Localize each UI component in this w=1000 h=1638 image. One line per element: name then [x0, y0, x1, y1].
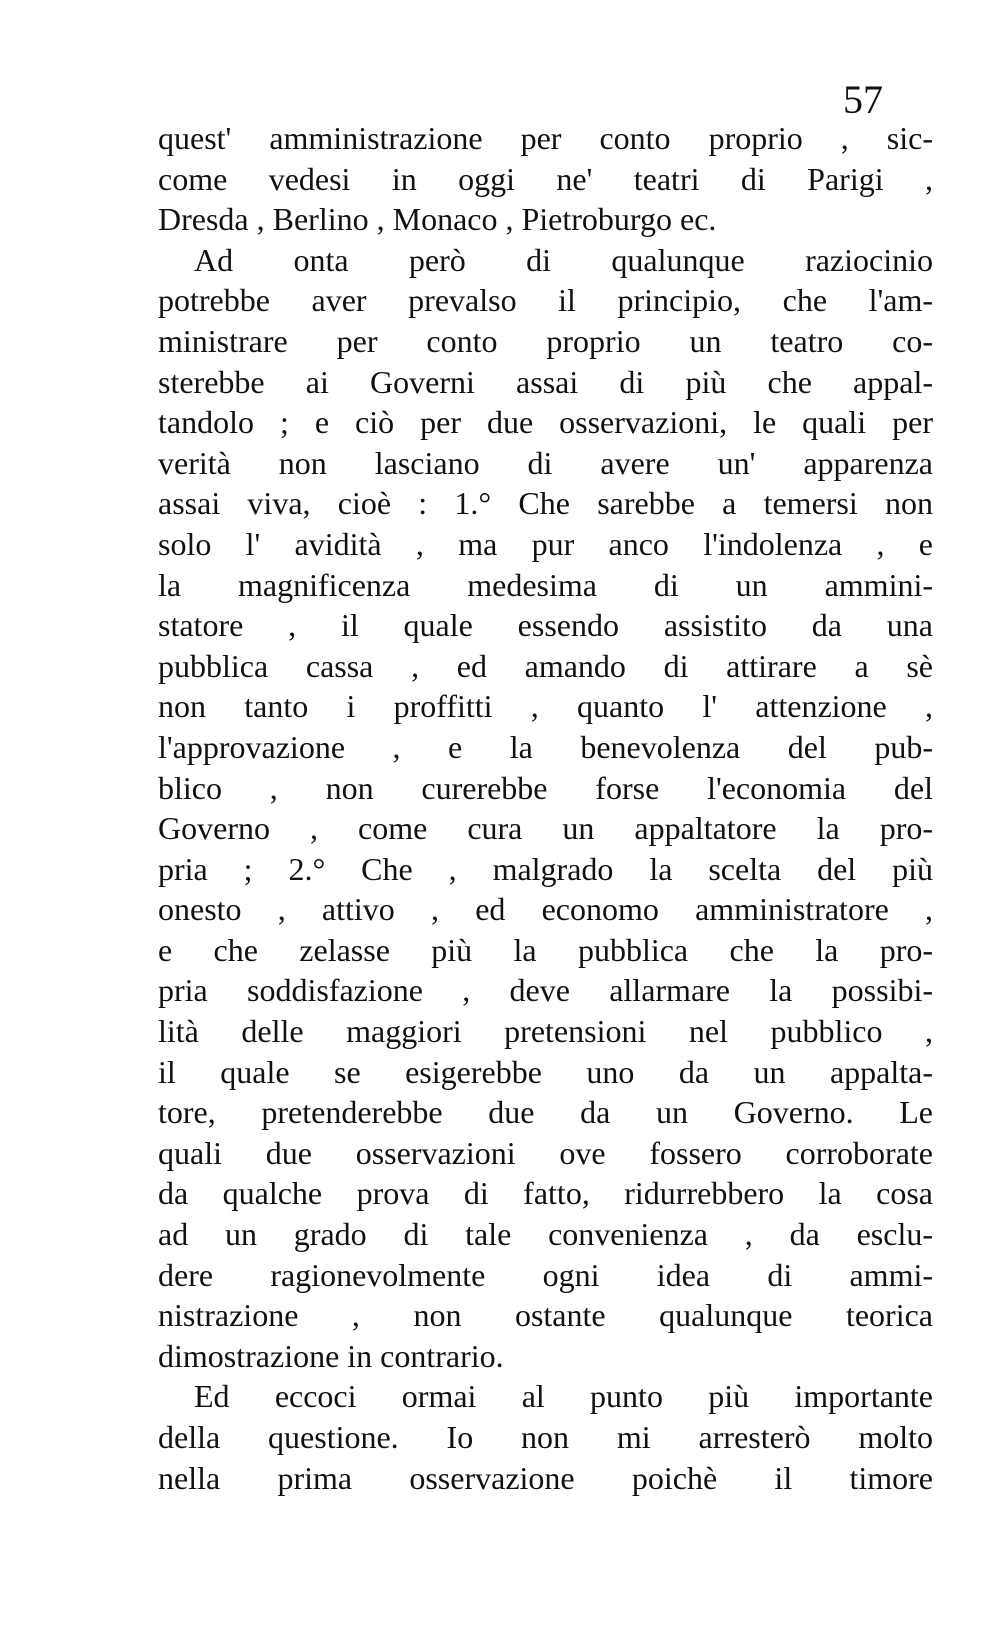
text-line: Ed eccoci ormai al punto più importante	[194, 1378, 933, 1415]
text-line: sterebbe ai Governi assai di più che appal-	[158, 363, 933, 400]
page-number: 57	[843, 77, 883, 122]
text-line: assai viva, cioè : 1.° Che sarebbe a temersi non	[158, 485, 933, 522]
text-line: l'approvazione , e la benevolenza del pub-	[158, 728, 933, 765]
text-line: blico , non curerebbe forse l'economia del	[158, 769, 933, 806]
body-text	[158, 118, 933, 1498]
text-line: solo l' avidità , ma pur anco l'indolenza , e	[158, 525, 933, 562]
text-line: nistrazione , non ostante qualunque teorica	[158, 1297, 933, 1334]
text-line: nella prima osservazione poichè il timore	[158, 1459, 933, 1496]
text-line: pubblica cassa , ed amando di attirare a sè	[158, 647, 933, 684]
text-line: quali due osservazioni ove fossero corroborate	[158, 1134, 933, 1171]
text-line: tandolo ; e ciò per due osservazioni, le quali per	[158, 404, 933, 441]
text-line: tore, pretenderebbe due da un Governo. Le	[158, 1094, 933, 1131]
text-line: e che zelasse più la pubblica che la pro-	[158, 931, 933, 968]
text-line: della questione. Io non mi arresterò molto	[158, 1419, 933, 1455]
text-line: potrebbe aver prevalso il principio, che l'am-	[158, 282, 933, 319]
text-line: dimostrazione in contrario.	[158, 1337, 504, 1374]
text-line: verità non lasciano di avere un' apparenza	[158, 444, 933, 481]
text-line: la magnificenza medesima di un ammini-	[158, 566, 933, 603]
text-line: dere ragionevolmente ogni idea di ammi-	[158, 1256, 933, 1293]
text-line: quest' amministrazione per conto proprio , sic-	[158, 120, 933, 156]
text-line: il quale se esigerebbe uno da un appalta-	[158, 1053, 933, 1090]
text-line: ad un grado di tale convenienza , da esclu-	[158, 1216, 933, 1253]
text-line: ministrare per conto proprio un teatro co-	[158, 322, 933, 359]
text-line: Ad onta però di qualunque raziocinio	[194, 241, 933, 278]
text-line: onesto , attivo , ed economo amministratore ,	[158, 891, 933, 928]
text-line: come vedesi in oggi ne' teatri di Parigi ,	[158, 160, 933, 197]
text-line: pria ; 2.° Che , malgrado la scelta del più	[158, 850, 933, 887]
text-line: non tanto i proffitti , quanto l' attenzione ,	[158, 688, 933, 725]
text-line: da qualche prova di fatto, ridurrebbero la cosa	[158, 1175, 933, 1212]
text-line: statore , il quale essendo assistito da una	[158, 607, 933, 644]
text-line: Governo , come cura un appaltatore la pro-	[158, 810, 933, 847]
text-line: Dresda , Berlino , Monaco , Pietroburgo ec.	[158, 201, 717, 238]
text-line: pria soddisfazione , deve allarmare la possibi-	[158, 972, 933, 1009]
text-line: lità delle maggiori pretensioni nel pubblico ,	[158, 1013, 933, 1050]
